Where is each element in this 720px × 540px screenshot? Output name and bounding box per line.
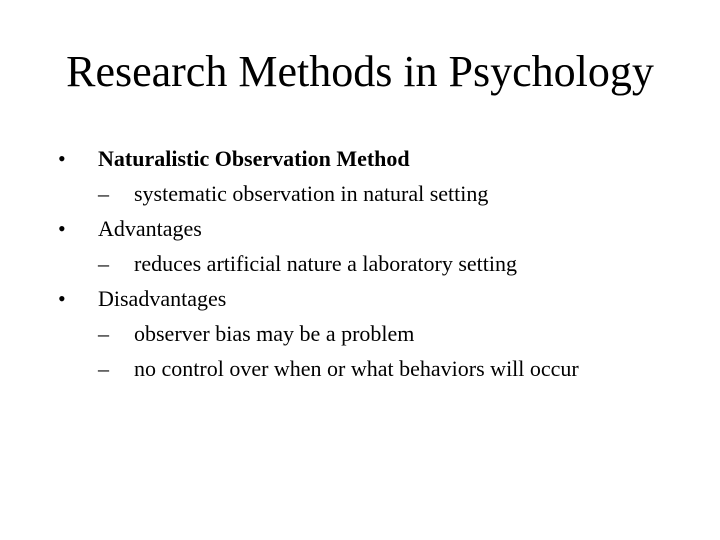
- list-item-naturalistic-observation: [58, 141, 698, 176]
- dash-icon: –: [98, 251, 109, 276]
- list-item-label: Advantages: [98, 216, 202, 241]
- list-item-label: Naturalistic Observation Method: [98, 146, 410, 171]
- sub-list-item-label: no control over when or what behaviors will occur: [134, 356, 579, 381]
- slide-title: Research Methods in Psychology: [66, 47, 654, 96]
- dash-icon: –: [98, 321, 109, 346]
- bullet-list: [58, 141, 698, 386]
- sub-list-item: [58, 246, 698, 281]
- list-item-label: Disadvantages: [98, 286, 227, 311]
- sub-list-item: [58, 316, 698, 351]
- sub-list-item-label: observer bias may be a problem: [134, 321, 415, 346]
- sub-list-item: [58, 351, 698, 386]
- dash-icon: –: [98, 356, 109, 381]
- dash-icon: –: [98, 181, 109, 206]
- sub-list-item-label: reduces artificial nature a laboratory setting: [134, 251, 517, 276]
- list-item-advantages: [58, 211, 698, 246]
- sub-list-item: [58, 176, 698, 211]
- bullet-icon: •: [58, 286, 66, 311]
- bullet-icon: •: [58, 216, 66, 241]
- sub-list-item-label: systematic observation in natural setting: [134, 181, 489, 206]
- bullet-icon: •: [58, 146, 66, 171]
- list-item-disadvantages: [58, 281, 698, 316]
